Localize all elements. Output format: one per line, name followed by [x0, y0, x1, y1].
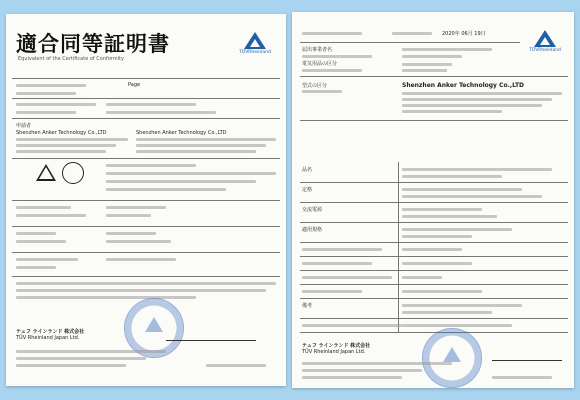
row-label-0: 届出事業者名	[302, 47, 333, 53]
certificate-right-page	[292, 12, 574, 388]
issue-date: 2020年 06月 19日	[442, 31, 486, 37]
document-subtitle: Equivalent of the Certificate of Conformity	[18, 56, 124, 62]
factory-name: Shenzhen Anker Technology Co.,LTD	[136, 130, 227, 136]
applicant-block: Shenzhen Anker Technology Co.,LTD	[402, 82, 525, 89]
certificate-left-page	[6, 14, 286, 386]
footer-company-en: TÜV Rheinland Japan Ltd.	[16, 335, 80, 341]
tuv-logo: TÜVRheinland	[238, 32, 272, 55]
row-label-4: 定格	[302, 187, 313, 193]
footer-company-en: TÜV Rheinland Japan Ltd.	[302, 349, 366, 355]
row-label-2: 型式の区分	[302, 83, 328, 89]
tuv-seal-stamp	[422, 328, 482, 388]
row-label-5: 交流電源	[302, 207, 323, 213]
row-label-1: 電気用品の区分	[302, 61, 338, 67]
footer-company-jp: テュフ ラインランド 株式会社	[16, 329, 85, 335]
row-label-3: 品名	[302, 167, 313, 173]
signature-line	[166, 330, 256, 341]
page-label: Page	[128, 82, 141, 88]
pse-circle-mark-icon	[62, 162, 84, 184]
tuv-triangle-icon	[534, 30, 556, 47]
tuv-seal-stamp	[124, 298, 184, 358]
document-title: 適合同等証明書	[16, 31, 170, 56]
applicant-name: Shenzhen Anker Technology Co.,LTD	[16, 130, 107, 136]
pse-triangle-mark-icon	[36, 164, 56, 181]
tuv-triangle-icon	[244, 32, 266, 49]
footer-company-jp: テュフ ラインランド 株式会社	[302, 343, 371, 349]
applicant-label: 申請者	[16, 123, 32, 129]
row-label-6: 適用規格	[302, 227, 323, 233]
tuv-logo: TÜVRheinland	[528, 30, 562, 53]
signature-line	[492, 350, 562, 361]
row-label-7: 備考	[302, 303, 313, 309]
